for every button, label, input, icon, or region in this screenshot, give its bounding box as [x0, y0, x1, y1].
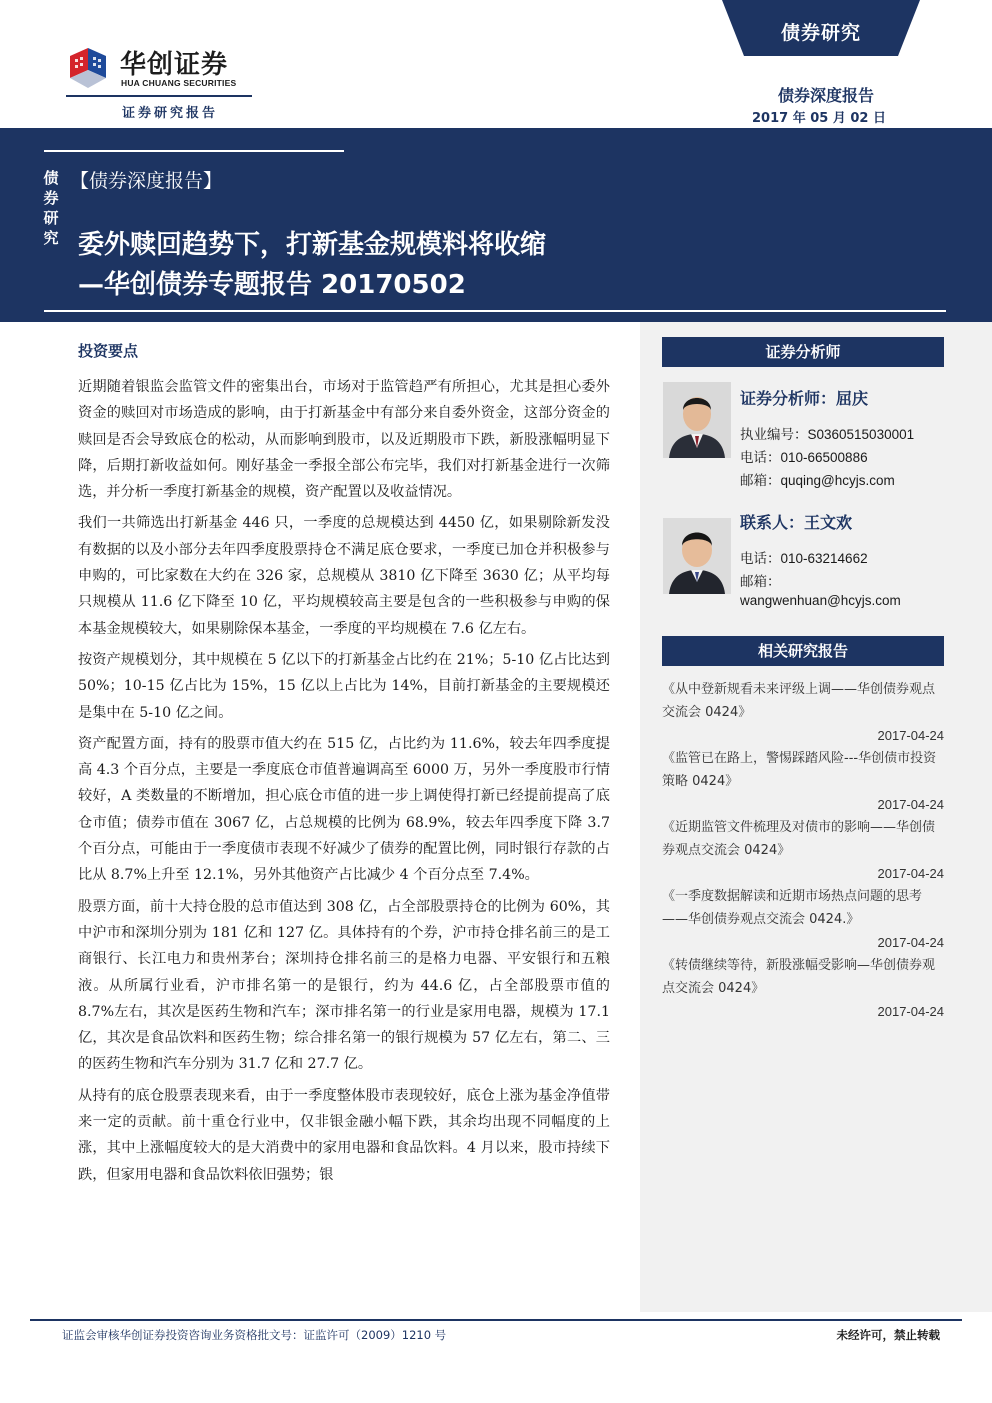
paragraph: 近期随着银监会监管文件的密集出台，市场对于监管趋严有所担心，尤其是担心委外资金的赎回对市场造成的影响，由于打新基金中有部分来自委外资金，这部分资金的赎回是否会导致底仓的松动，从而影响到股市，以及近期股市下跌，新股涨幅明显下降，后期打新收益如何。刚好基金一季报全部公布完毕，我们对打新基金进行一次筛选，并分析一季度打新基金的规模，资产配置以及收益情况。 — [78, 379, 610, 501]
banner-vertical-label: 债券研究 — [43, 169, 59, 247]
related-report-date: 2017-04-24 — [877, 935, 944, 950]
paragraph: 股票方面，前十大持仓股的总市值达到 308 亿，占全部股票持仓的比例为 60%，其中沪市和深圳分别为 181 亿和 127 亿。具体持有的个券，沪市持仓排名前三的是工商银行、长江电力和贵州茅台；深圳持仓排名前三的是格力电器、平安银行和五粮液。从所属行业看，沪市排名第一的是银行，约为 44.6 亿，占全部股票市值的 8.7%左右，其次是医药生物和汽车；深市排名第一的行业是家用电器，规模为 17.1 亿，其次是食品饮料和医药生物；综合排名第一的银行规模为 57 亿左右，第二、三的医药生物和汽车分别为 31.7 亿和 27.7 亿。 — [78, 898, 610, 1073]
paragraph: 从持有的底仓股票表现来看，由于一季度整体股市表现较好，底仓上涨为基金净值带来一定的贡献。前十重仓行业中，仅非银金融小幅下跌，其余均出现不同幅度的上涨，其中上涨幅度较大的是大消费中的家用电器和食品饮料。4 月以来，股市持续下跌，但家用电器和食品饮料依旧强势；银 — [78, 1087, 610, 1183]
related-report-date: 2017-04-24 — [877, 866, 944, 881]
footer-license-notice: 证监会审核华创证券投资咨询业务资格批文号：证监许可（2009）1210 号 — [62, 1328, 447, 1342]
company-logo — [66, 42, 256, 94]
paragraph: 我们一共筛选出打新基金 446 只，一季度的总规模达到 4450 亿，如果剔除新发没有数据的以及小部分去年四季度股票持仓不满足底仓要求，一季度已加仓并积极参与申购的，可比家数在大约在 326 家，总规模从 3810 亿下降至 3630 亿；从平均每只规模从 11.6 亿下降至 10 亿，平均规模较高主要是包含的一些积极参与申购的保本基金规模较大，如果剔除保本基金，一季度的平均规模在 7.6 亿左右。 — [78, 515, 610, 637]
related-report-date: 2017-04-24 — [877, 1004, 944, 1019]
related-report-title[interactable]: 《一季度数据解读和近期市场热点问题的思考——华创债券观点交流会 0424.》 — [662, 889, 923, 927]
analyst-phone: 电话：010-66500886 — [740, 450, 868, 465]
paragraph: 按资产规模划分，其中规模在 5 亿以下的打新基金占比约在 21%；5-10 亿占比达到 50%；10-15 亿占比为 15%，15 亿以上占比为 14%，目前打新基金的主要规模还是集中在 5-10 亿之间。 — [78, 651, 610, 721]
category-tab — [722, 0, 920, 56]
related-report-item[interactable] — [662, 885, 944, 954]
related-reports-header: 相关研究报告 — [662, 636, 944, 666]
related-report-item[interactable] — [662, 816, 944, 885]
logo-chinese-name: 华创证券 — [120, 50, 229, 80]
logo-cube-icon — [66, 46, 110, 90]
body-text — [78, 374, 610, 1193]
analyst-license: 执业编号：S0360515030001 — [740, 427, 915, 442]
contact-portrait-icon — [663, 518, 731, 594]
contact-photo — [663, 518, 731, 594]
analyst-section-header: 证券分析师 — [662, 337, 944, 367]
footer-rule — [30, 1319, 962, 1321]
analyst-photo — [663, 382, 731, 458]
related-report-date: 2017-04-24 — [877, 797, 944, 812]
contact-phone: 电话：010-63214662 — [740, 551, 868, 566]
report-title-line2: —华创债券专题报告 20170502 — [78, 270, 466, 300]
banner-top-rule — [44, 150, 344, 152]
related-report-date: 2017-04-24 — [877, 728, 944, 743]
contact-name: 联系人：王文欢 — [740, 513, 853, 532]
footer-copyright-notice: 未经许可，禁止转载 — [836, 1328, 940, 1342]
related-report-title[interactable]: 《监管已在路上，警惕踩踏风险---华创债市投资策略 0424》 — [662, 751, 937, 789]
related-report-title[interactable]: 《近期监管文件梳理及对债市的影响——华创债券观点交流会 0424》 — [662, 820, 936, 858]
report-title-line1: 委外赎回趋势下，打新基金规模料将收缩 — [78, 230, 547, 260]
related-report-item[interactable] — [662, 678, 944, 747]
analyst-portrait-icon — [663, 382, 731, 458]
related-report-title[interactable]: 《从中登新规看未来评级上调——华创债券观点交流会 0424》 — [662, 682, 936, 720]
section-title: 投资要点 — [78, 342, 139, 360]
contact-email: wangwenhuan@hcyjs.com — [740, 593, 901, 608]
logo-english-name: HUA CHUANG SECURITIES — [121, 78, 237, 88]
logo-divider — [66, 95, 252, 97]
contact-email-label: 邮箱： — [740, 574, 781, 589]
related-report-item[interactable] — [662, 747, 944, 816]
related-reports-list — [662, 678, 944, 1023]
analyst-email: 邮箱：quqing@hcyjs.com — [740, 473, 895, 488]
category-tab-label: 债券研究 — [780, 22, 861, 44]
report-type: 债券深度报告 — [777, 86, 874, 105]
banner-bottom-rule — [44, 310, 946, 312]
logo-subtitle: 证券研究报告 — [122, 106, 219, 121]
related-report-item[interactable] — [662, 954, 944, 1023]
analyst-name: 证券分析师：屈庆 — [740, 389, 869, 408]
paragraph: 资产配置方面，持有的股票市值大约在 515 亿，占比约为 11.6%，较去年四季度提高 4.3 个百分点，主要是一季度底仓市值普遍调高至 6000 万，另外一季度股市行情较好，A 类数量的不断增加，担心底仓市值的进一步上调使得打新已经提前提高了底仓市值；债券市值在 3067 亿，占总规模的比例为 68.9%，较去年四季度下降 3.7 个百分点，可能由于一季度债市表现不好减少了债券的配置比例，同时银行存款的占比从 8.7%上升至 12.1%，另外其他资产占比减少 4 个百分点至 7.4%。 — [78, 735, 610, 884]
related-report-title[interactable]: 《转债继续等待，新股涨幅受影响—华创债券观点交流会 0424》 — [662, 958, 936, 996]
banner-tag: 【债券深度报告】 — [70, 170, 223, 192]
report-date: 2017 年 05 月 02 日 — [752, 111, 886, 126]
